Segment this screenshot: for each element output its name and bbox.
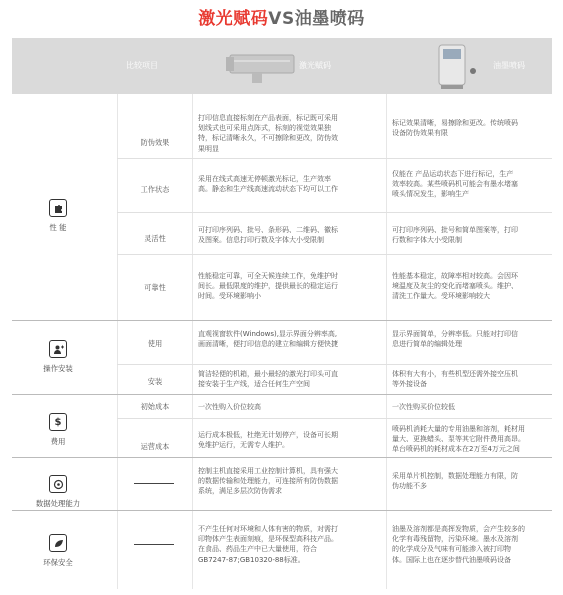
- text-line: 在食品、药品生产中已大量使用，符合: [198, 545, 317, 554]
- ink-cell: [392, 369, 550, 389]
- text-line: 可打印序列码、批号、条形码、二维码、徽标: [198, 226, 338, 234]
- ink-cell: [392, 424, 550, 455]
- text-line: 间长。最低限度的维护，提供最长的稳定运行: [198, 282, 338, 291]
- text-line: 喷码机消耗大量的专用油墨和溶剂，耗材用: [392, 425, 525, 433]
- divider-category-2: [12, 394, 552, 395]
- text-line: 单台喷码机的耗材成本在2万至4万元之间: [392, 445, 520, 454]
- text-line: 喷头情况发生，影响生产: [392, 190, 469, 199]
- text-line: 简洁轻便的机箱，最小最轻的激光打印头可直: [198, 370, 338, 378]
- header-laser: 激光赋码: [299, 61, 331, 70]
- text-line: 控制主机直接采用工业控制计算机，具有强大: [198, 467, 338, 475]
- laser-cell: [198, 430, 384, 450]
- data-processing-icon: [49, 475, 67, 493]
- comparison-table: [12, 38, 552, 567]
- text-line: 印物体产生表面刻痕，是环保型高科技产品。: [198, 535, 338, 544]
- category-cost: 费用: [50, 437, 66, 446]
- text-line: 性能基本稳定，故障率相对较高。会因环: [392, 272, 518, 280]
- text-line: 的化学成分及气味有可能渗入被打印物: [392, 545, 511, 554]
- laser-cell: [198, 402, 384, 412]
- laser-cell: [198, 174, 384, 194]
- sub-anti-counterfeit: 防伪效果: [140, 138, 170, 147]
- text-line: 体。国际上也在逐步替代油墨喷码设备: [392, 555, 511, 564]
- divider-category-4: [12, 510, 552, 511]
- ink-cell: [392, 271, 550, 302]
- dash-placeholder: [134, 544, 174, 545]
- text-line: 及图案。信息打印行数及字体大小受限制: [198, 236, 324, 245]
- eco-safety-icon: [49, 534, 67, 552]
- category-install: 操作安装: [43, 364, 73, 373]
- text-line: 采用在线式高速无停顿激光标记，生产效率: [198, 175, 331, 183]
- text-line: 采用单片机控制，数据处理能力有限，防: [392, 472, 518, 480]
- divider-row-1: [117, 158, 552, 159]
- text-line: 行数和字体大小受限制: [392, 236, 462, 245]
- text-line: 体积有大有小，有些机型还需外接空压机: [392, 370, 518, 378]
- text-line: 伪功能不多: [392, 482, 427, 491]
- text-line: 化学有毒残留物，污染环境。墨水及溶剂: [392, 535, 518, 544]
- sub-usage: 使用: [147, 339, 163, 348]
- text-line: 量大、更换蜡头、泵等其它附件费用高昂。: [392, 435, 525, 444]
- text-line: 设备防伪效果有限: [392, 129, 448, 138]
- sub-install: 安装: [147, 377, 163, 386]
- divider-row-5: [117, 364, 552, 365]
- user-install-icon: [49, 340, 67, 358]
- text-line: 的数据传输和处理能力，可连接所有防伪数据: [198, 477, 338, 486]
- sub-flexibility: 灵活性: [144, 234, 166, 243]
- inkjet-machine-image: [417, 41, 497, 91]
- text-line: 显示界面简单，分辨率低。只能对打印信: [392, 330, 518, 338]
- text-line: GB7247-87;GB10320-88标准。: [198, 555, 305, 564]
- laser-machine-image: [222, 41, 302, 91]
- laser-cell: [198, 524, 384, 565]
- category-performance: 性 能: [49, 223, 67, 232]
- text-line: 不产生任何对环境和人体有害的物质，对需打: [198, 525, 338, 533]
- text-line: 等外接设备: [392, 380, 427, 389]
- text-line: 免维护运行，无需专人维护。: [198, 441, 289, 450]
- laser-cell: [198, 466, 384, 497]
- ink-cell: [392, 471, 550, 491]
- laser-cell: [198, 329, 384, 349]
- laser-cell: [198, 369, 384, 389]
- page-title: [0, 4, 563, 29]
- text-line: 时间。受环境影响小: [198, 292, 261, 301]
- divider-row-2: [117, 212, 552, 213]
- text-line: 特，标记清晰永久，不可擦除和更改，防伪效: [198, 134, 338, 143]
- table-header: [12, 38, 552, 94]
- text-line: 系统，满足多层次防伪需求: [198, 487, 282, 496]
- sub-operating-cost: 运营成本: [140, 442, 170, 451]
- text-line: 果明显: [198, 144, 219, 153]
- divider-category-1: [12, 320, 552, 321]
- ink-cell: [392, 118, 550, 138]
- text-line: 息进行简单的编辑处理: [392, 340, 462, 349]
- divider-row-3: [117, 254, 552, 255]
- text-line: 直观视窗软件(Windows),显示界面分辨率高,: [198, 330, 338, 338]
- title-laser: 激光赋码: [198, 9, 269, 29]
- ink-cell: [392, 329, 550, 349]
- divider-v2: [192, 94, 193, 589]
- sub-reliability: 可靠性: [144, 283, 166, 292]
- sub-working-state: 工作状态: [140, 185, 170, 194]
- divider-v1: [117, 94, 118, 589]
- ink-cell: [392, 402, 550, 412]
- category-eco: 环保安全: [43, 558, 73, 567]
- text-line: 画面清晰，便打印信息的建立和编辑方便快捷: [198, 340, 338, 349]
- ink-cell: [392, 169, 550, 200]
- text-line: 运行成本极低，杜绝无计划停产，设备可长期: [198, 431, 338, 439]
- header-compare-item: 比较项目: [126, 61, 158, 70]
- text-line: 油墨及溶剂都是高挥发物质，会产生较多的: [392, 525, 525, 533]
- laser-cell: [198, 225, 384, 245]
- ink-cell: [392, 225, 550, 245]
- text-line: 仅能在 产品运动状态下进行标记，生产: [392, 170, 514, 178]
- text-line: 一次性购入价位较高: [198, 403, 261, 411]
- text-line: 高。静态和生产线高速流动状态下均可以工作: [198, 185, 338, 194]
- text-line: 境温度及灰尘的变化而堵塞喷头。维护、: [392, 282, 518, 291]
- text-line: 性能稳定可靠，可全天候连续工作，免维护时: [198, 272, 338, 280]
- text-line: 可打印序列码、批号和简单图案等，打印: [392, 226, 518, 234]
- text-line: 清洗工作量大。受环境影响较大: [392, 292, 490, 301]
- divider-v3: [386, 94, 387, 589]
- dollar-icon: $: [49, 413, 67, 431]
- ink-cell: [392, 524, 550, 565]
- text-line: 标记效果清晰，易擦除和更改。传统喷码: [392, 119, 518, 127]
- category-data: 数据处理能力: [35, 499, 81, 508]
- title-vs-ink: VS油墨喷码: [268, 9, 365, 29]
- text-line: 划线式也可采用点阵式，标刻的视觉效果独: [198, 124, 331, 133]
- laser-cell: [198, 113, 384, 154]
- header-ink: 油墨喷码: [493, 61, 525, 70]
- puzzle-icon: [49, 199, 67, 217]
- laser-cell: [198, 271, 384, 302]
- sub-initial-cost: 初始成本: [140, 402, 170, 411]
- text-line: 接安装于生产线，适合任何生产空间: [198, 380, 310, 389]
- divider-category-3: [12, 457, 552, 458]
- text-line: 打印信息直接标刻在产品表面，标记既可采用: [198, 114, 338, 122]
- dash-placeholder: [134, 483, 174, 484]
- text-line: 效率较高。某些喷码机可能会有墨水堵塞: [392, 180, 518, 189]
- divider-row-7: [117, 418, 552, 419]
- text-line: 一次性购买价位较低: [392, 403, 455, 411]
